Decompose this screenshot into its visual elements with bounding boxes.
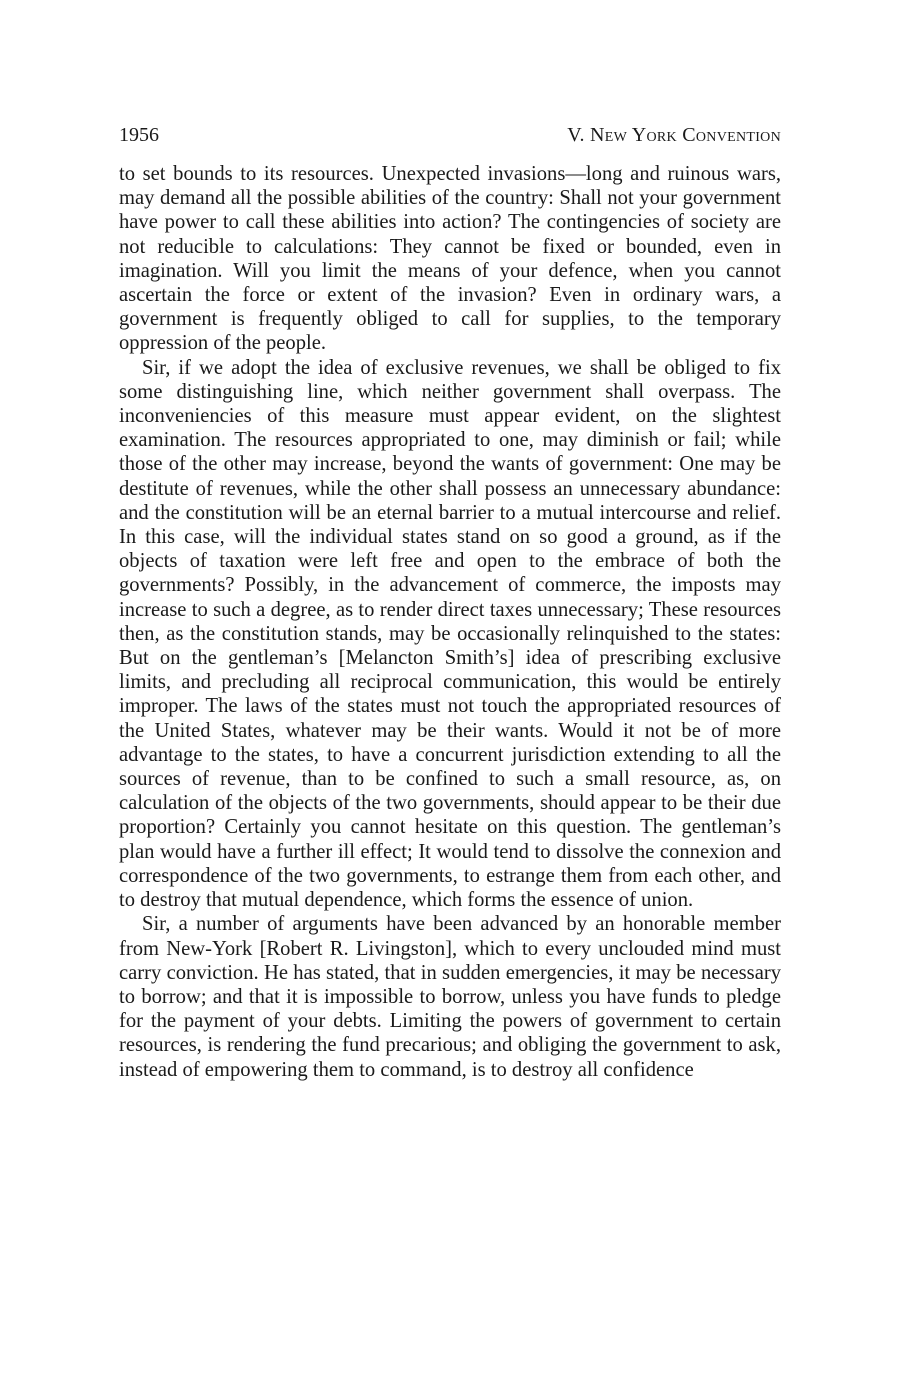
running-title: V. New York Convention xyxy=(567,124,781,146)
running-header xyxy=(119,122,781,148)
page-number: 1956 xyxy=(119,124,159,146)
body-text xyxy=(119,162,781,1082)
paragraph-continued: to set bounds to its resources. Unexpected invasions—long and ruinous wars, may demand all the possible abilities of the country: Shall not your government have power to call these abilities into action? The contingencies of society are not reducible to calculations: They cannot be fixed or bounded, even in imagination. Will you limit the means of your defence, when you cannot ascertain the force or extent of the invasion? Even in ordinary wars, a government is frequently obliged to call for supplies, to the temporary oppression of the people. xyxy=(119,163,781,355)
paragraph: Sir, if we adopt the idea of exclusive revenues, we shall be obliged to fix some distinguishing line, which neither government shall overpass. The inconveniencies of this measure must appear evident, on the slightest examination. The resources appropriated to one, may diminish or fail; while those of the other may increase, beyond the wants of government: One may be destitute of revenues, while the other shall possess an unnecessary abundance: and the constitution will be an eternal barrier to a mutual intercourse and relief. In this case, will the individual states stand on so good a ground, as if the objects of taxation were left free and open to the embrace of both the governments? Possibly, in the advancement of commerce, the imposts may increase to such a degree, as to render direct taxes unnecessary; These resources then, as the constitution stands, may be occasionally relinquished to the states: But on the gentleman’s [Melancton Smith’s] idea of prescribing exclusive limits, and precluding all reciprocal communication, this would be entirely improper. The laws of the states must not touch the appropriated resources of the United States, whatever may be their wants. Would it not be of more advantage to the states, to have a concurrent jurisdiction extending to all the sources of revenue, than to be confined to such a small resource, as, on calculation of the objects of the two governments, should appear to be their due proportion? Certainly you cannot hesitate on this question. The gentleman’s plan would have a further ill effect; It would tend to dissolve the connexion and correspondence of the two governments, to estrange them from each other, and to destroy that mutual dependence, which forms the essence of union. xyxy=(119,356,781,912)
document-page xyxy=(119,122,781,1082)
paragraph: Sir, a number of arguments have been advanced by an honorable member from New-York [Robert R. Livingston], which to every unclouded mind must carry conviction. He has stated, that in sudden emergencies, it may be necessary to borrow; and that it is impossible to borrow, unless you have funds to pledge for the payment of your debts. Limiting the powers of government to certain resources, is rendering the fund precarious; and obliging the government to ask, instead of empowering them to command, is to destroy all confidence xyxy=(119,913,781,1081)
